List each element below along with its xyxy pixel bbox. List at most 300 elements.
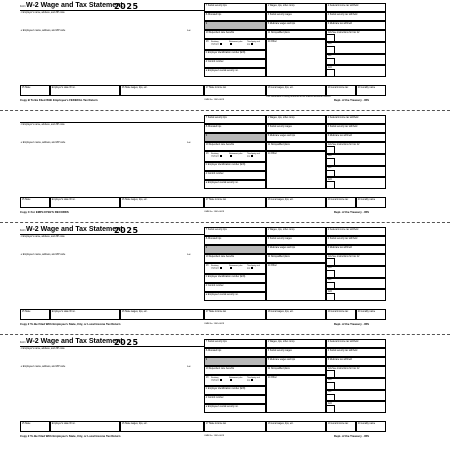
box18-field-label: 18 Local wages, tips, etc. [267, 422, 294, 425]
box8-field-label: 8 Allocated tips [205, 13, 222, 16]
box3-field[interactable] [266, 348, 326, 357]
employee-name-field-label: e Employee's name, address, and ZIP code [20, 253, 66, 256]
box7-field-label: 7 Social security tips [205, 116, 227, 119]
suffix-label: Suff. [187, 254, 191, 256]
box5-field[interactable] [266, 133, 326, 142]
copy-designation: Copy 2 To Be Filed With Employee's State, City, or Local Income Tax Return [20, 434, 121, 438]
box12b-field[interactable] [326, 154, 386, 166]
box4-field[interactable] [326, 124, 386, 133]
employer-state-id-field-label: Employer's state ID no. [51, 422, 76, 425]
box12c-field[interactable] [326, 390, 386, 402]
box12-code-cell[interactable] [327, 282, 335, 290]
box11-field-label: 11 Nonqualified plans [267, 367, 290, 370]
thirdparty-label: Third-party sick pay [247, 377, 260, 382]
box7-field[interactable] [204, 115, 266, 124]
box2-field-label: 2 Federal income tax withheld [327, 116, 359, 119]
box12-code-cell[interactable] [327, 34, 335, 42]
box17-field[interactable] [204, 197, 266, 208]
employer-ein-field-label: b Employer identification number (EIN) [205, 51, 246, 54]
box6-field[interactable] [326, 133, 386, 142]
box12c-field-label: 12c [327, 167, 332, 170]
box1-field[interactable] [266, 339, 326, 348]
box14-field[interactable] [266, 263, 326, 301]
box12d-field-label: 12d [327, 402, 332, 405]
box7-field-label: 7 Social security tips [205, 228, 227, 231]
box12c-field[interactable] [326, 166, 386, 178]
box17-field[interactable] [204, 309, 266, 320]
box9-field-label: 9 [205, 246, 208, 249]
box2-field[interactable] [326, 339, 386, 348]
retirement-label: Retirement plan [229, 377, 243, 379]
box5-field-label: 5 Medicare wages and tips [267, 246, 296, 249]
box9-field-label: 9 [205, 22, 208, 25]
box4-field[interactable] [326, 348, 386, 357]
retirement-checkbox[interactable] [230, 379, 232, 381]
box11-field[interactable] [266, 254, 326, 263]
control-number-field-label: d Control number [205, 60, 224, 63]
box2-field-label: 2 Federal income tax withheld [327, 4, 359, 7]
employer-state-id-field[interactable] [50, 197, 120, 208]
retirement-label: Retirement plan [229, 41, 243, 43]
employer-name-field-label: c Employer's name, address, and ZIP code [20, 123, 65, 126]
box12-code-cell[interactable] [327, 402, 335, 413]
box5-field[interactable] [266, 357, 326, 366]
statutory-option[interactable] [211, 265, 227, 270]
box14-field-label: 14 Other [267, 40, 277, 43]
box4-field[interactable] [326, 12, 386, 21]
omb-number: OMB No. 1545-0029 [204, 99, 225, 101]
box12d-field[interactable] [326, 289, 386, 301]
box9-field[interactable] [204, 357, 266, 366]
box15-state-field[interactable] [20, 309, 50, 320]
box19-field-label: 19 Local income tax [327, 310, 349, 313]
box5-field-label: 5 Medicare wages and tips [267, 22, 296, 25]
perforation-line [0, 334, 450, 335]
box19-field-label: 19 Local income tax [327, 86, 349, 89]
retirement-option[interactable] [229, 41, 245, 46]
thirdparty-option[interactable] [247, 265, 263, 270]
box1-field-label: 1 Wages, tips, other comp. [267, 340, 296, 343]
box13-field [204, 375, 266, 386]
box19-field-label: 19 Local income tax [327, 422, 349, 425]
box12b-field-label: 12b [327, 43, 332, 46]
employer-ein-field-label: b Employer identification number (EIN) [205, 387, 246, 390]
retirement-checkbox[interactable] [230, 267, 232, 269]
box1-field-label: 1 Wages, tips, other comp. [267, 116, 296, 119]
box12-code-cell[interactable] [327, 46, 335, 54]
box14-field[interactable] [266, 39, 326, 77]
box8-field-label: 8 Allocated tips [205, 349, 222, 352]
statutory-checkbox[interactable] [220, 379, 222, 381]
employer-name-field[interactable] [20, 122, 204, 132]
box16-field-label: 16 State wages, tips, etc. [121, 422, 148, 425]
box12b-field-label: 12b [327, 379, 332, 382]
box15-state-field-label: 15 State [21, 198, 31, 201]
box12-code-cell[interactable] [327, 170, 335, 178]
box10-field[interactable] [204, 30, 266, 39]
box20-field[interactable] [356, 85, 386, 96]
employer-name-field-label: c Employer's name, address, and ZIP code [20, 347, 65, 350]
box17-field-label: 17 State income tax [205, 422, 227, 425]
box16-field-label: 16 State wages, tips, etc. [121, 198, 148, 201]
box4-field-label: 4 Social security tax withheld [327, 237, 358, 240]
box20-field-label: 20 Locality name [357, 198, 376, 201]
form-word: Form [20, 229, 26, 232]
employee-name-field-label: e Employee's name, address, and ZIP code [20, 365, 66, 368]
box19-field-label: 19 Local income tax [327, 198, 349, 201]
control-number-field-label: d Control number [205, 172, 224, 175]
box12c-field-label: 12c [327, 55, 332, 58]
box12b-field[interactable] [326, 266, 386, 278]
omb-number: OMB No. 1545-0029 [204, 323, 225, 325]
employee-ssn-field[interactable] [204, 68, 266, 77]
box5-field[interactable] [266, 21, 326, 30]
form-word: Form [20, 5, 26, 8]
box15-state-field[interactable] [20, 85, 50, 96]
statutory-label: Statutory employee [211, 153, 220, 158]
box9-field[interactable] [204, 21, 266, 30]
retirement-checkbox[interactable] [230, 43, 232, 45]
statutory-option[interactable] [211, 377, 227, 382]
box13-label: 13 [205, 264, 209, 267]
statutory-checkbox[interactable] [220, 43, 222, 45]
employer-state-id-field-label: Employer's state ID no. [51, 86, 76, 89]
box12a-field[interactable] [326, 142, 386, 154]
box2-field[interactable] [326, 227, 386, 236]
box13-field [204, 263, 266, 274]
employer-ein-field-label: b Employer identification number (EIN) [205, 275, 246, 278]
thirdparty-option[interactable] [247, 153, 263, 158]
box16-field[interactable] [120, 421, 204, 432]
w2-copy-1 [4, 3, 446, 107]
box11-field[interactable] [266, 366, 326, 375]
employee-ssn-field-label: a Employee's social security no. [205, 69, 239, 72]
box16-field-label: 16 State wages, tips, etc. [121, 310, 148, 313]
box18-field[interactable] [266, 197, 326, 208]
box12a-field[interactable] [326, 366, 386, 378]
box7-field[interactable] [204, 339, 266, 348]
box2-field[interactable] [326, 115, 386, 124]
thirdparty-label: Third-party sick pay [247, 153, 260, 158]
box12-code-cell[interactable] [327, 258, 335, 266]
dept-treasury: Dept. of the Treasury - IRS [334, 434, 369, 438]
thirdparty-checkbox[interactable] [251, 43, 253, 45]
w2-copy-2 [4, 115, 446, 219]
box20-field[interactable] [356, 421, 386, 432]
box8-field-label: 8 Allocated tips [205, 237, 222, 240]
box14-field[interactable] [266, 375, 326, 413]
employee-ssn-field-label: a Employee's social security no. [205, 181, 239, 184]
box2-field-label: 2 Federal income tax withheld [327, 228, 359, 231]
control-number-field-label: d Control number [205, 396, 224, 399]
box11-field-label: 11 Nonqualified plans [267, 31, 290, 34]
employer-ein-field-label: b Employer identification number (EIN) [205, 163, 246, 166]
box6-field[interactable] [326, 245, 386, 254]
employer-name-field[interactable] [20, 346, 204, 356]
control-number-field[interactable] [204, 171, 266, 180]
retirement-label: Retirement plan [229, 265, 243, 267]
omb-number: OMB No. 1545-0029 [204, 435, 225, 437]
box20-field-label: 20 Locality name [357, 310, 376, 313]
box12-code-cell[interactable] [327, 146, 335, 154]
box18-field[interactable] [266, 421, 326, 432]
box12-code-cell[interactable] [327, 178, 335, 189]
box9-field-label: 9 [205, 134, 208, 137]
box18-field-label: 18 Local wages, tips, etc. [267, 86, 294, 89]
box8-field[interactable] [204, 348, 266, 357]
retirement-checkbox[interactable] [230, 155, 232, 157]
perforation-line [0, 222, 450, 223]
box14-field-label: 14 Other [267, 376, 277, 379]
box12b-field-label: 12b [327, 155, 332, 158]
employee-name-field[interactable] [20, 29, 190, 55]
w2-copy-3 [4, 227, 446, 331]
control-number-field[interactable] [204, 59, 266, 68]
box15-state-field-label: 15 State [21, 422, 31, 425]
form-title: W-2 Wage and Tax Statement [26, 338, 123, 345]
box11-field[interactable] [266, 142, 326, 151]
employer-name-field[interactable] [20, 234, 204, 244]
dept-treasury: Dept. of the Treasury - IRS [334, 210, 369, 214]
box19-field[interactable] [326, 421, 356, 432]
box9-field[interactable] [204, 245, 266, 254]
suffix-label: Suff. [187, 366, 191, 368]
box12d-field[interactable] [326, 401, 386, 413]
box12c-field-label: 12c [327, 279, 332, 282]
box12c-field[interactable] [326, 54, 386, 66]
form-year: 2025 [114, 338, 139, 347]
box3-field[interactable] [266, 12, 326, 21]
employee-ssn-field[interactable] [204, 404, 266, 413]
employee-name-field[interactable] [20, 141, 190, 167]
box8-field[interactable] [204, 124, 266, 133]
box19-field[interactable] [326, 309, 356, 320]
w2-copy-4 [4, 339, 446, 443]
employee-ssn-field-label: a Employee's social security no. [205, 405, 239, 408]
box12a-field[interactable] [326, 30, 386, 42]
copy-designation: Copy C For EMPLOYEE'S RECORDS [20, 210, 69, 214]
box12-code-cell[interactable] [327, 66, 335, 77]
employer-state-id-field[interactable] [50, 85, 120, 96]
box15-state-field-label: 15 State [21, 310, 31, 313]
box10-field-label: 10 Dependent care benefits [205, 367, 235, 370]
statutory-label: Statutory employee [211, 41, 220, 46]
box12d-field[interactable] [326, 177, 386, 189]
thirdparty-checkbox[interactable] [251, 155, 253, 157]
box6-field-label: 6 Medicare tax withheld [327, 22, 352, 25]
box12-code-cell[interactable] [327, 158, 335, 166]
box6-field-label: 6 Medicare tax withheld [327, 358, 352, 361]
box1-field-label: 1 Wages, tips, other comp. [267, 4, 296, 7]
box1-field[interactable] [266, 3, 326, 12]
box9-field-label: 9 [205, 358, 208, 361]
employer-ein-field[interactable] [204, 386, 266, 395]
retirement-option[interactable] [229, 265, 245, 270]
form-title: W-2 Wage and Tax Statement [26, 2, 123, 9]
retirement-option[interactable] [229, 153, 245, 158]
box6-field[interactable] [326, 357, 386, 366]
box12-code-cell[interactable] [327, 370, 335, 378]
box17-field-label: 17 State income tax [205, 86, 227, 89]
box2-field-label: 2 Federal income tax withheld [327, 340, 359, 343]
box14-field-label: 14 Other [267, 152, 277, 155]
box4-field-label: 4 Social security tax withheld [327, 349, 358, 352]
box15-state-field-label: 15 State [21, 86, 31, 89]
box2-field[interactable] [326, 3, 386, 12]
box15-state-field[interactable] [20, 421, 50, 432]
box12-code-cell[interactable] [327, 394, 335, 402]
form-title: W-2 Wage and Tax Statement [26, 226, 123, 233]
box5-field[interactable] [266, 245, 326, 254]
box12b-field[interactable] [326, 378, 386, 390]
box12d-field-label: 12d [327, 66, 332, 69]
thirdparty-option[interactable] [247, 41, 263, 46]
employee-name-field[interactable] [20, 365, 190, 391]
control-number-field-label: d Control number [205, 284, 224, 287]
box12b-field[interactable] [326, 42, 386, 54]
box11-field-label: 11 Nonqualified plans [267, 143, 290, 146]
box13-label: 13 [205, 40, 209, 43]
employer-name-field[interactable] [20, 10, 204, 20]
box18-field-label: 18 Local wages, tips, etc. [267, 198, 294, 201]
control-number-field[interactable] [204, 395, 266, 404]
control-number-field[interactable] [204, 283, 266, 292]
box10-field[interactable] [204, 366, 266, 375]
box20-field[interactable] [356, 197, 386, 208]
employee-name-field[interactable] [20, 253, 190, 279]
retirement-option[interactable] [229, 377, 245, 382]
box12a-field-label: 12a See instructions for box 12 [327, 367, 360, 370]
box12a-field-label: 12a See instructions for box 12 [327, 31, 360, 34]
statutory-label: Statutory employee [211, 377, 220, 382]
employer-name-field-label: c Employer's name, address, and ZIP code [20, 235, 65, 238]
employee-ssn-field[interactable] [204, 180, 266, 189]
box17-field-label: 17 State income tax [205, 310, 227, 313]
box17-field[interactable] [204, 421, 266, 432]
form-word: Form [20, 341, 26, 344]
statutory-checkbox[interactable] [220, 267, 222, 269]
box4-field-label: 4 Social security tax withheld [327, 125, 358, 128]
box19-field[interactable] [326, 85, 356, 96]
box7-field[interactable] [204, 227, 266, 236]
box18-field-label: 18 Local wages, tips, etc. [267, 310, 294, 313]
box12c-field[interactable] [326, 278, 386, 290]
box12-code-cell[interactable] [327, 58, 335, 66]
statutory-checkbox[interactable] [220, 155, 222, 157]
box6-field[interactable] [326, 21, 386, 30]
box17-field-label: 17 State income tax [205, 198, 227, 201]
box12a-field[interactable] [326, 254, 386, 266]
box4-field-label: 4 Social security tax withheld [327, 13, 358, 16]
employer-ein-field[interactable] [204, 162, 266, 171]
box12d-field[interactable] [326, 65, 386, 77]
box20-field[interactable] [356, 309, 386, 320]
box16-field[interactable] [120, 85, 204, 96]
box12-code-cell[interactable] [327, 270, 335, 278]
box18-field[interactable] [266, 309, 326, 320]
box6-field-label: 6 Medicare tax withheld [327, 134, 352, 137]
box17-field[interactable] [204, 85, 266, 96]
box8-field-label: 8 Allocated tips [205, 125, 222, 128]
box16-field[interactable] [120, 309, 204, 320]
box5-field-label: 5 Medicare wages and tips [267, 358, 296, 361]
box10-field[interactable] [204, 254, 266, 263]
box10-field[interactable] [204, 142, 266, 151]
form-year: 2025 [114, 226, 139, 235]
box1-field[interactable] [266, 227, 326, 236]
employee-ssn-field[interactable] [204, 292, 266, 301]
box11-field[interactable] [266, 30, 326, 39]
box9-field[interactable] [204, 133, 266, 142]
employee-ssn-field-label: a Employee's social security no. [205, 293, 239, 296]
statutory-option[interactable] [211, 153, 227, 158]
box12-code-cell[interactable] [327, 382, 335, 390]
dept-treasury: Dept. of the Treasury - IRS [334, 98, 369, 102]
employer-name-field-label: c Employer's name, address, and ZIP code [20, 11, 65, 14]
dept-treasury: Dept. of the Treasury - IRS [334, 322, 369, 326]
thirdparty-checkbox[interactable] [251, 379, 253, 381]
box16-field[interactable] [120, 197, 204, 208]
copy-designation: Copy B To Be Filed With Employee's FEDERAL Tax Return [20, 98, 98, 102]
box10-field-label: 10 Dependent care benefits [205, 143, 235, 146]
box3-field[interactable] [266, 124, 326, 133]
thirdparty-label: Third-party sick pay [247, 41, 260, 46]
box12c-field-label: 12c [327, 391, 332, 394]
thirdparty-checkbox[interactable] [251, 267, 253, 269]
box19-field[interactable] [326, 197, 356, 208]
thirdparty-option[interactable] [247, 377, 263, 382]
copy-designation: Copy 2 To Be Filed With Employee's State, City, or Local Income Tax Return [20, 322, 121, 326]
box1-field[interactable] [266, 115, 326, 124]
employer-ein-field[interactable] [204, 274, 266, 283]
box7-field-label: 7 Social security tips [205, 340, 227, 343]
box16-field-label: 16 State wages, tips, etc. [121, 86, 148, 89]
box12-code-cell[interactable] [327, 290, 335, 301]
box8-field[interactable] [204, 12, 266, 21]
box14-field-label: 14 Other [267, 264, 277, 267]
box5-field-label: 5 Medicare wages and tips [267, 134, 296, 137]
box14-field[interactable] [266, 151, 326, 189]
perforation-line [0, 110, 450, 111]
box7-field[interactable] [204, 3, 266, 12]
box1-field-label: 1 Wages, tips, other comp. [267, 228, 296, 231]
box13-field [204, 39, 266, 50]
employer-ein-field[interactable] [204, 50, 266, 59]
statutory-option[interactable] [211, 41, 227, 46]
box8-field[interactable] [204, 236, 266, 245]
box6-field-label: 6 Medicare tax withheld [327, 246, 352, 249]
box3-field-label: 3 Social security wages [267, 13, 292, 16]
box13-label: 13 [205, 152, 209, 155]
box10-field-label: 10 Dependent care benefits [205, 31, 235, 34]
box13-label: 13 [205, 376, 209, 379]
box18-field[interactable] [266, 85, 326, 96]
box15-state-field[interactable] [20, 197, 50, 208]
employer-state-id-field-label: Employer's state ID no. [51, 310, 76, 313]
suffix-label: Suff. [187, 142, 191, 144]
box4-field[interactable] [326, 236, 386, 245]
omb-number: OMB No. 1545-0029 [204, 211, 225, 213]
thirdparty-label: Third-party sick pay [247, 265, 260, 270]
employer-state-id-field[interactable] [50, 421, 120, 432]
box7-field-label: 7 Social security tips [205, 4, 227, 7]
box12d-field-label: 12d [327, 290, 332, 293]
employer-state-id-field[interactable] [50, 309, 120, 320]
box13-field [204, 151, 266, 162]
box20-field-label: 20 Locality name [357, 86, 376, 89]
box3-field[interactable] [266, 236, 326, 245]
box3-field-label: 3 Social security wages [267, 125, 292, 128]
